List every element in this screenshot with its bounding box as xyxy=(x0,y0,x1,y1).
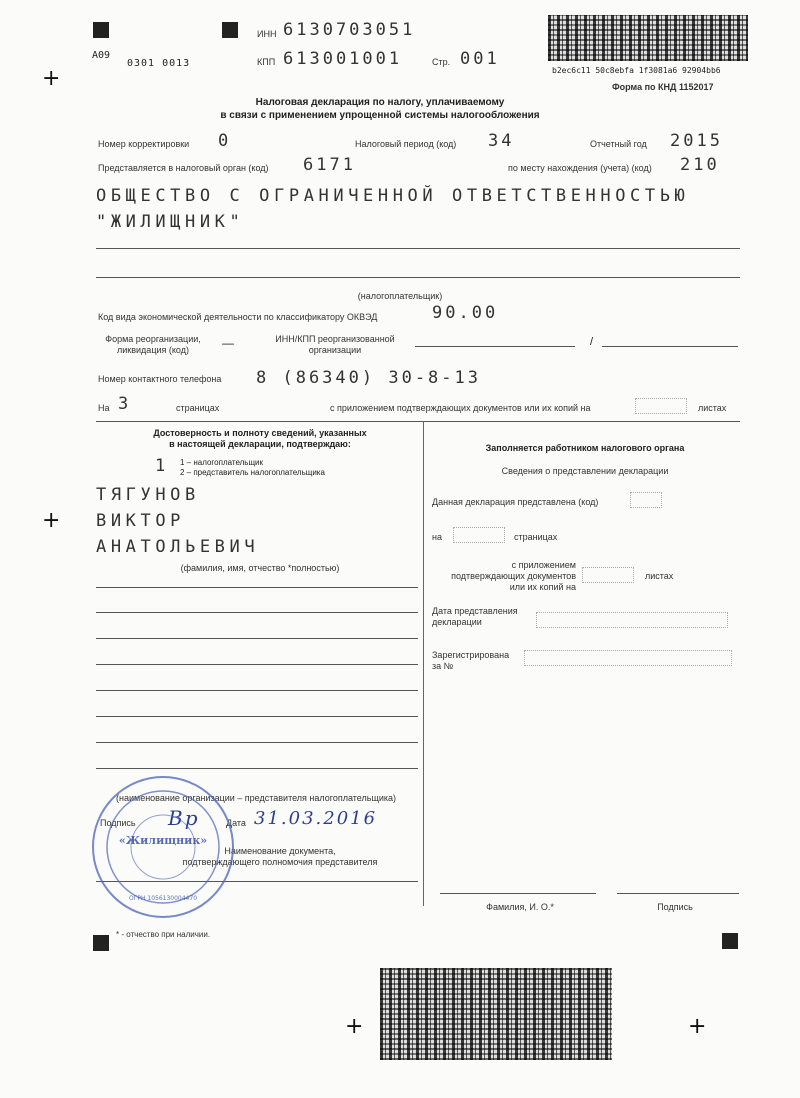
reorg-inn-line xyxy=(415,346,575,347)
registered-field xyxy=(524,650,732,666)
confirm-heading xyxy=(110,428,410,450)
inn-value: 6130703051 xyxy=(283,20,416,40)
tax-period-value: 34 xyxy=(488,131,515,151)
reorg-value: — xyxy=(222,336,234,350)
official-pages-label: страницах xyxy=(514,532,558,542)
reorg-inn-line1: ИНН/КПП реорганизованной xyxy=(275,334,395,344)
org-name-line1: ОБЩЕСТВО С ОГРАНИЧЕННОЙ ОТВЕТСТВЕННОСТЬЮ xyxy=(96,186,690,206)
location-value: 210 xyxy=(680,155,720,175)
tax-period-label: Налоговый период (код) xyxy=(355,139,457,149)
corner-marker-top-left xyxy=(93,22,109,38)
header-barcode xyxy=(548,15,748,61)
signature-label: Подпись xyxy=(100,818,136,828)
corner-marker-bottom-right xyxy=(722,933,738,949)
org-name-line xyxy=(96,277,740,278)
reorg-slash: / xyxy=(590,336,594,348)
company-stamp xyxy=(88,772,238,922)
org-name-line xyxy=(96,248,740,249)
date-label: Дата xyxy=(226,818,246,828)
phone-value: 8 (86340) 30-8-13 xyxy=(256,368,481,388)
report-year-value: 2015 xyxy=(670,131,723,151)
tax-authority-value: 6171 xyxy=(303,155,356,175)
registration-cross-icon: + xyxy=(688,1014,707,1039)
submitted-code-field xyxy=(630,492,662,508)
official-subheading: Сведения о представлении декларации xyxy=(501,466,669,476)
doc-caption-line2: подтверждающего полномочия представителя xyxy=(182,857,378,867)
svg-text:ОГРН 1056130004470: ОГРН 1056130004470 xyxy=(128,895,198,902)
svg-text:«Жилищник»: «Жилищник» xyxy=(118,834,208,847)
confirm-option2: 2 – представитель налогоплательщика xyxy=(180,468,325,477)
attach-field xyxy=(582,567,634,583)
signer-name: ВИКТОР xyxy=(96,511,186,531)
confirm-heading-line2: в настоящей декларации, подтверждаю: xyxy=(169,439,351,449)
rep-line xyxy=(96,768,418,769)
form-code-left: А09 xyxy=(92,50,111,61)
rep-line xyxy=(96,664,418,665)
confirm-heading-line1: Достоверность и полноту сведений, указанных xyxy=(153,428,367,438)
rep-line xyxy=(96,742,418,743)
date-line2: декларации xyxy=(432,617,482,627)
registered-line2: за № xyxy=(432,661,454,671)
registered-label xyxy=(432,650,509,672)
inn-label: ИНН xyxy=(257,29,277,39)
date-line1: Дата представления xyxy=(432,606,518,616)
signer-surname: ТЯГУНОВ xyxy=(96,485,200,505)
date-submitted-label xyxy=(432,606,518,628)
corner-marker-top-center xyxy=(222,22,238,38)
doc-caption-line1: Наименование документа, xyxy=(224,846,336,856)
rep-line xyxy=(96,638,418,639)
title-line2: в связи с применением упрощенной системы налогообложения xyxy=(220,110,540,121)
attach-label xyxy=(430,560,576,593)
reorg-kpp-line xyxy=(602,346,738,347)
official-fio-caption: Фамилия, И. О.* xyxy=(486,902,554,912)
registration-cross-icon: + xyxy=(42,66,61,91)
fio-caption: (фамилия, имя, отчество *полностью) xyxy=(180,563,340,573)
pages-prefix: На xyxy=(98,403,110,413)
form-knd: Форма по КНД 1152017 xyxy=(612,82,714,92)
rep-line xyxy=(96,716,418,717)
attachments-field xyxy=(635,398,687,414)
taxpayer-caption: (налогоплательщик) xyxy=(357,291,443,301)
pages-field xyxy=(453,527,505,543)
form-code-numbers: 0301 0013 xyxy=(127,58,191,69)
tax-authority-label: Представляется в налоговый орган (код) xyxy=(98,163,269,173)
org-name-line2: "ЖИЛИЩНИК" xyxy=(96,212,245,232)
corner-marker-bottom-left xyxy=(93,935,109,951)
kpp-label: КПП xyxy=(257,57,276,67)
page-label: Стр. xyxy=(432,57,451,67)
title-line1: Налоговая декларация по налогу, уплачиваемому xyxy=(255,97,505,108)
okved-label: Код вида экономической деятельности по классификатору ОКВЭД xyxy=(98,312,378,322)
phone-label: Номер контактного телефона xyxy=(98,374,222,384)
official-signature-line xyxy=(617,893,739,894)
registration-cross-icon: + xyxy=(345,1014,364,1039)
pages-value: 3 xyxy=(118,394,132,414)
confirm-option1: 1 – налогоплательщик xyxy=(180,458,264,467)
signature-mark: Вр xyxy=(168,806,200,830)
registered-line1: Зарегистрирована xyxy=(432,650,510,660)
location-label: по месту нахождения (учета) (код) xyxy=(508,163,652,173)
page-title xyxy=(170,96,590,122)
submitted-label: Данная декларация представлена (код) xyxy=(432,497,599,507)
rep-line xyxy=(96,612,418,613)
registration-cross-icon: + xyxy=(42,508,61,533)
correction-label: Номер корректировки xyxy=(98,139,190,149)
reorg-label-line1: Форма реорганизации, xyxy=(105,334,201,344)
pages-suffix: страницах xyxy=(176,403,220,413)
attach-suffix: листах xyxy=(645,571,674,581)
attach-line3: или их копий на xyxy=(509,582,576,592)
reorg-inn-line2: организации xyxy=(308,345,362,355)
official-signature-caption: Подпись xyxy=(657,902,693,912)
section-divider xyxy=(96,421,740,422)
correction-value: 0 xyxy=(218,131,232,151)
confirm-options xyxy=(180,458,325,478)
column-divider xyxy=(423,421,424,906)
attachments-suffix: листах xyxy=(698,403,727,413)
rep-org-caption: (наименование организации – представителя налогоплательщика) xyxy=(116,793,397,803)
reorg-inn-label xyxy=(265,334,405,356)
signer-patronymic: АНАТОЛЬЕВИЧ xyxy=(96,537,260,557)
okved-value: 90.00 xyxy=(432,303,499,323)
official-heading: Заполняется работником налогового органа xyxy=(485,443,685,453)
footnote: * - отчество при наличии. xyxy=(116,930,211,939)
reorg-label-line2: ликвидация (код) xyxy=(117,345,189,355)
reorg-label xyxy=(98,334,208,356)
page-value: 001 xyxy=(460,49,500,69)
attach-line1: с приложением xyxy=(511,560,576,570)
confirm-value: 1 xyxy=(155,456,169,476)
footer-barcode xyxy=(380,968,612,1060)
date-submitted-field xyxy=(536,612,728,628)
attachments-label: с приложением подтверждающих документов или их копий на xyxy=(330,403,591,413)
barcode-text: b2ec6c11 50c8ebfa 1f3081a6 92904bb6 xyxy=(552,66,721,75)
on-label: на xyxy=(432,532,442,542)
official-fio-line xyxy=(440,893,596,894)
attach-line2: подтверждающих документов xyxy=(451,571,576,581)
rep-line xyxy=(96,690,418,691)
rep-line xyxy=(96,587,418,588)
report-year-label: Отчетный год xyxy=(590,139,647,149)
date-value: 31.03.2016 xyxy=(254,808,378,829)
kpp-value: 613001001 xyxy=(283,49,403,69)
